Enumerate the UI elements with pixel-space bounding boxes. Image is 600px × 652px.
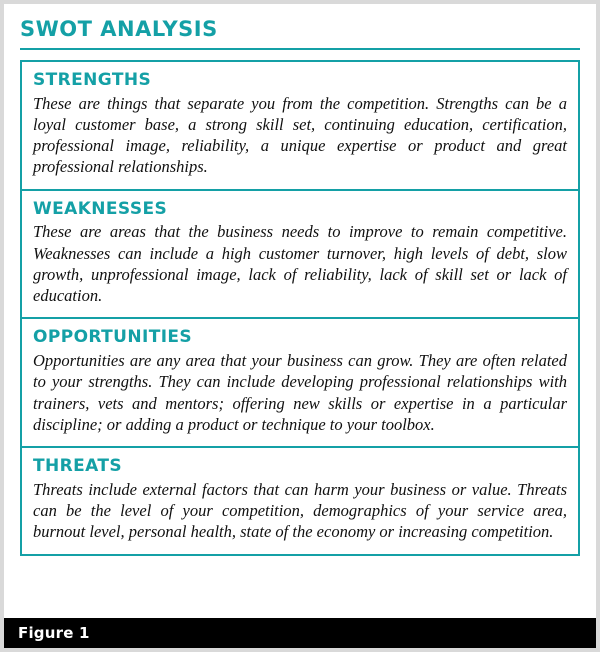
section-body-opportunities: Opportunities are any area that your business can grow. They are often related to your strengths. They can include developing professional relationships with trainers, vets and mentors; offering new skills or expertise in a particular discipline; or adding a product or technique to your toolbox.	[33, 350, 567, 434]
section-body-weaknesses: These are areas that the business needs to improve to remain competitive. Weaknesses can include a high customer turnover, high levels of debt, slow growth, unprofessional image, lack of reliability, lack of skill set or lack of education.	[33, 222, 567, 306]
title-divider	[20, 48, 580, 50]
swot-matrix	[20, 60, 580, 555]
swot-section-weaknesses	[22, 189, 578, 318]
section-heading-opportunities: OPPORTUNITIES	[33, 327, 193, 348]
section-body-strengths: These are things that separate you from the competition. Strengths can be a loyal customer base, a strong skill set, continuing education, certification, professional image, reliability, a unique expertise or product and great professional relationships.	[33, 93, 567, 177]
swot-section-opportunities	[22, 317, 578, 446]
section-body-threats: Threats include external factors that can harm your business or value. Threats can be the level of your competition, demographics of your service area, burnout level, personal health, state of the economy or increasing competition.	[33, 479, 567, 542]
section-heading-weaknesses: WEAKNESSES	[33, 198, 168, 219]
figure-caption: Figure 1	[18, 624, 90, 642]
page-title: SWOT ANALYSIS	[20, 17, 218, 41]
section-heading-threats: THREATS	[33, 456, 123, 477]
figure-content	[4, 4, 596, 648]
section-heading-strengths: STRENGTHS	[33, 70, 152, 91]
swot-section-strengths	[22, 62, 578, 189]
figure-caption-bar	[4, 618, 596, 648]
swot-section-threats	[22, 446, 578, 553]
